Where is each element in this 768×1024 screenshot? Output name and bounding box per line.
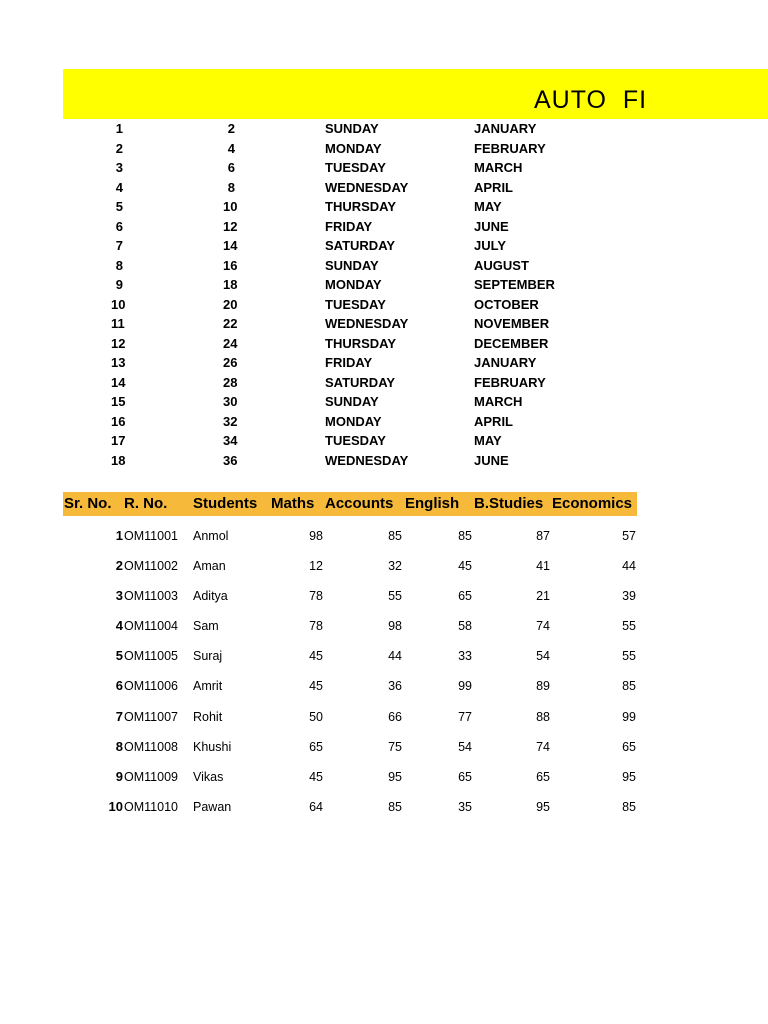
series-even: 18 (223, 277, 238, 292)
roll-no-cell: OM11002 (124, 559, 178, 574)
series-row (63, 412, 768, 432)
series-number: 9 (115, 277, 123, 292)
sr-no-cell: 5 (115, 648, 123, 664)
series-number: 12 (111, 335, 126, 351)
accounts-cell: 75 (388, 739, 402, 754)
table-row (63, 702, 637, 732)
header-maths: Maths (271, 495, 315, 512)
table-row (63, 581, 637, 611)
english-cell: 65 (458, 589, 472, 604)
bstudies-cell: 54 (536, 649, 550, 664)
series-month: NOVEMBER (474, 316, 550, 331)
bstudies-cell: 87 (536, 529, 550, 543)
sr-no-cell: 8 (115, 738, 123, 754)
series-row (63, 334, 768, 354)
economics-cell: 55 (622, 619, 636, 634)
series-number: 6 (115, 218, 123, 234)
series-number: 8 (115, 257, 123, 273)
economics-cell: 65 (622, 739, 636, 754)
sr-no-cell: 6 (115, 678, 123, 694)
series-day: WEDNESDAY (325, 179, 409, 195)
maths-cell: 98 (309, 529, 323, 543)
english-cell: 45 (458, 559, 472, 574)
student-name-cell: Khushi (193, 739, 232, 754)
student-name-cell: Aditya (193, 589, 228, 604)
series-day: MONDAY (325, 277, 382, 292)
roll-no-cell: OM11007 (124, 709, 178, 724)
series-even: 12 (223, 218, 238, 234)
table-row (63, 762, 637, 792)
series-row (63, 256, 768, 276)
table-row (63, 792, 637, 822)
maths-cell: 12 (309, 559, 323, 574)
series-month: JANUARY (474, 121, 537, 136)
series-day: TUESDAY (325, 160, 386, 175)
series-month: MARCH (474, 160, 523, 175)
roll-no-cell: OM11008 (124, 739, 178, 754)
marks-table-header (63, 492, 637, 516)
series-number: 14 (111, 374, 126, 390)
economics-cell: 57 (622, 529, 636, 543)
series-day: THURSDAY (325, 335, 397, 351)
series-day: SATURDAY (325, 238, 396, 253)
sr-no-cell: 9 (115, 768, 123, 784)
series-row (63, 295, 768, 315)
series-number: 3 (115, 160, 123, 175)
english-cell: 54 (458, 739, 472, 754)
maths-cell: 64 (309, 799, 323, 814)
series-month: APRIL (474, 179, 513, 195)
bstudies-cell: 74 (536, 619, 550, 634)
series-day: SATURDAY (325, 374, 396, 390)
maths-cell: 78 (309, 619, 323, 634)
roll-no-cell: OM11001 (124, 529, 178, 543)
maths-cell: 50 (309, 709, 323, 724)
series-month: JULY (474, 238, 507, 253)
header-economics: Economics (552, 495, 633, 512)
table-row (63, 611, 637, 641)
series-day: FRIDAY (325, 218, 373, 234)
series-even: 34 (223, 433, 238, 448)
english-cell: 77 (458, 709, 472, 724)
series-even: 28 (223, 374, 238, 390)
series-day: TUESDAY (325, 296, 386, 312)
series-row (63, 392, 768, 412)
bstudies-cell: 74 (536, 739, 550, 754)
series-day: FRIDAY (325, 355, 373, 370)
roll-no-cell: OM11009 (124, 769, 178, 784)
series-day: SUNDAY (325, 257, 379, 273)
accounts-cell: 44 (388, 649, 402, 664)
economics-cell: 39 (622, 589, 636, 604)
bstudies-cell: 41 (536, 559, 550, 574)
series-month: FEBRUARY (474, 374, 546, 390)
series-month: JANUARY (474, 355, 537, 370)
student-name-cell: Vikas (193, 769, 224, 784)
english-cell: 35 (458, 799, 472, 814)
autofill-series-table (63, 119, 768, 470)
bstudies-cell: 21 (536, 589, 550, 604)
bstudies-cell: 89 (536, 679, 550, 694)
series-even: 14 (223, 238, 238, 253)
english-cell: 58 (458, 619, 472, 634)
series-row (63, 178, 768, 198)
student-name-cell: Suraj (193, 649, 223, 664)
series-number: 13 (111, 355, 126, 370)
series-even: 16 (223, 257, 238, 273)
header-bstudies: B.Studies (474, 495, 544, 512)
table-row (63, 551, 637, 581)
student-name-cell: Anmol (193, 529, 229, 543)
roll-no-cell: OM11003 (124, 589, 178, 604)
bstudies-cell: 88 (536, 709, 550, 724)
series-day: MONDAY (325, 140, 382, 156)
series-row (63, 431, 768, 451)
series-day: TUESDAY (325, 433, 386, 448)
accounts-cell: 98 (388, 619, 402, 634)
series-row (63, 353, 768, 373)
maths-cell: 45 (309, 769, 323, 784)
series-row (63, 275, 768, 295)
economics-cell: 99 (622, 709, 636, 724)
series-even: 36 (223, 452, 238, 468)
series-month: SEPTEMBER (474, 277, 555, 292)
series-number: 17 (111, 433, 126, 448)
accounts-cell: 85 (388, 799, 402, 814)
student-name-cell: Sam (193, 619, 219, 634)
banner-title: AUTO FI (534, 86, 648, 114)
student-name-cell: Aman (193, 559, 226, 574)
bstudies-cell: 95 (536, 799, 550, 814)
english-cell: 85 (458, 529, 472, 543)
maths-cell: 65 (309, 739, 323, 754)
accounts-cell: 66 (388, 709, 402, 724)
series-number: 18 (111, 452, 126, 468)
header-students: Students (193, 495, 258, 512)
sr-no-cell: 1 (115, 528, 123, 543)
series-even: 20 (223, 296, 238, 312)
series-row (63, 119, 768, 139)
series-number: 2 (115, 140, 123, 156)
series-number: 1 (115, 121, 123, 136)
series-day: SUNDAY (325, 121, 379, 136)
series-number: 4 (115, 179, 123, 195)
series-row (63, 451, 768, 471)
header-accounts: Accounts (325, 495, 394, 512)
series-number: 11 (111, 316, 125, 331)
series-month: OCTOBER (474, 296, 539, 312)
series-even: 24 (223, 335, 238, 351)
roll-no-cell: OM11006 (124, 679, 178, 694)
series-even: 22 (223, 316, 238, 331)
series-row (63, 373, 768, 393)
accounts-cell: 55 (388, 589, 402, 604)
sr-no-cell: 4 (115, 618, 123, 634)
series-day: WEDNESDAY (325, 316, 409, 331)
series-even: 10 (223, 199, 238, 214)
series-row (63, 217, 768, 237)
sr-no-cell: 3 (115, 588, 123, 604)
english-cell: 99 (458, 679, 472, 694)
sr-no-cell: 2 (115, 558, 123, 574)
accounts-cell: 36 (388, 679, 402, 694)
series-row (63, 197, 768, 217)
economics-cell: 85 (622, 799, 636, 814)
header-sr-no: Sr. No. (64, 495, 112, 512)
series-month: JUNE (474, 218, 509, 234)
sr-no-cell: 10 (108, 798, 123, 814)
series-number: 10 (111, 296, 126, 312)
sr-no-cell: 7 (115, 708, 123, 724)
roll-no-cell: OM11004 (124, 619, 178, 634)
series-month: MARCH (474, 394, 523, 409)
series-number: 16 (111, 413, 126, 429)
series-month: MAY (474, 433, 502, 448)
maths-cell: 45 (309, 649, 323, 664)
series-even: 2 (227, 121, 235, 136)
series-number: 15 (111, 394, 126, 409)
series-even: 4 (227, 140, 235, 156)
series-month: MAY (474, 199, 502, 214)
title-banner (63, 69, 768, 119)
accounts-cell: 32 (388, 559, 402, 574)
series-day: SUNDAY (325, 394, 379, 409)
bstudies-cell: 65 (536, 769, 550, 784)
economics-cell: 95 (622, 769, 636, 784)
series-row (63, 139, 768, 159)
english-cell: 65 (458, 769, 472, 784)
series-even: 32 (223, 413, 238, 429)
roll-no-cell: OM11010 (124, 799, 178, 814)
series-even: 8 (227, 179, 235, 195)
series-month: FEBRUARY (474, 140, 546, 156)
maths-cell: 78 (309, 589, 323, 604)
table-row (63, 641, 637, 671)
table-row (63, 521, 637, 551)
series-even: 26 (223, 355, 238, 370)
english-cell: 33 (458, 649, 472, 664)
economics-cell: 55 (622, 649, 636, 664)
economics-cell: 85 (622, 679, 636, 694)
series-day: MONDAY (325, 413, 382, 429)
accounts-cell: 95 (388, 769, 402, 784)
header-r-no: R. No. (124, 495, 168, 512)
accounts-cell: 85 (388, 529, 402, 543)
series-day: THURSDAY (325, 199, 397, 214)
student-name-cell: Pawan (193, 799, 232, 814)
marks-table-body (63, 521, 637, 822)
series-month: JUNE (474, 452, 509, 468)
economics-cell: 44 (622, 559, 636, 574)
series-number: 7 (115, 238, 123, 253)
series-day: WEDNESDAY (325, 452, 409, 468)
maths-cell: 45 (309, 679, 323, 694)
header-english: English (405, 495, 460, 512)
series-even: 6 (227, 160, 235, 175)
table-row (63, 671, 637, 701)
series-row (63, 314, 768, 334)
series-row (63, 236, 768, 256)
student-name-cell: Rohit (193, 709, 223, 724)
student-name-cell: Amrit (193, 679, 223, 694)
series-month: DECEMBER (474, 335, 549, 351)
table-row (63, 732, 637, 762)
series-even: 30 (223, 394, 238, 409)
series-month: AUGUST (474, 257, 529, 273)
series-month: APRIL (474, 413, 513, 429)
series-number: 5 (115, 199, 123, 214)
roll-no-cell: OM11005 (124, 649, 178, 664)
series-row (63, 158, 768, 178)
